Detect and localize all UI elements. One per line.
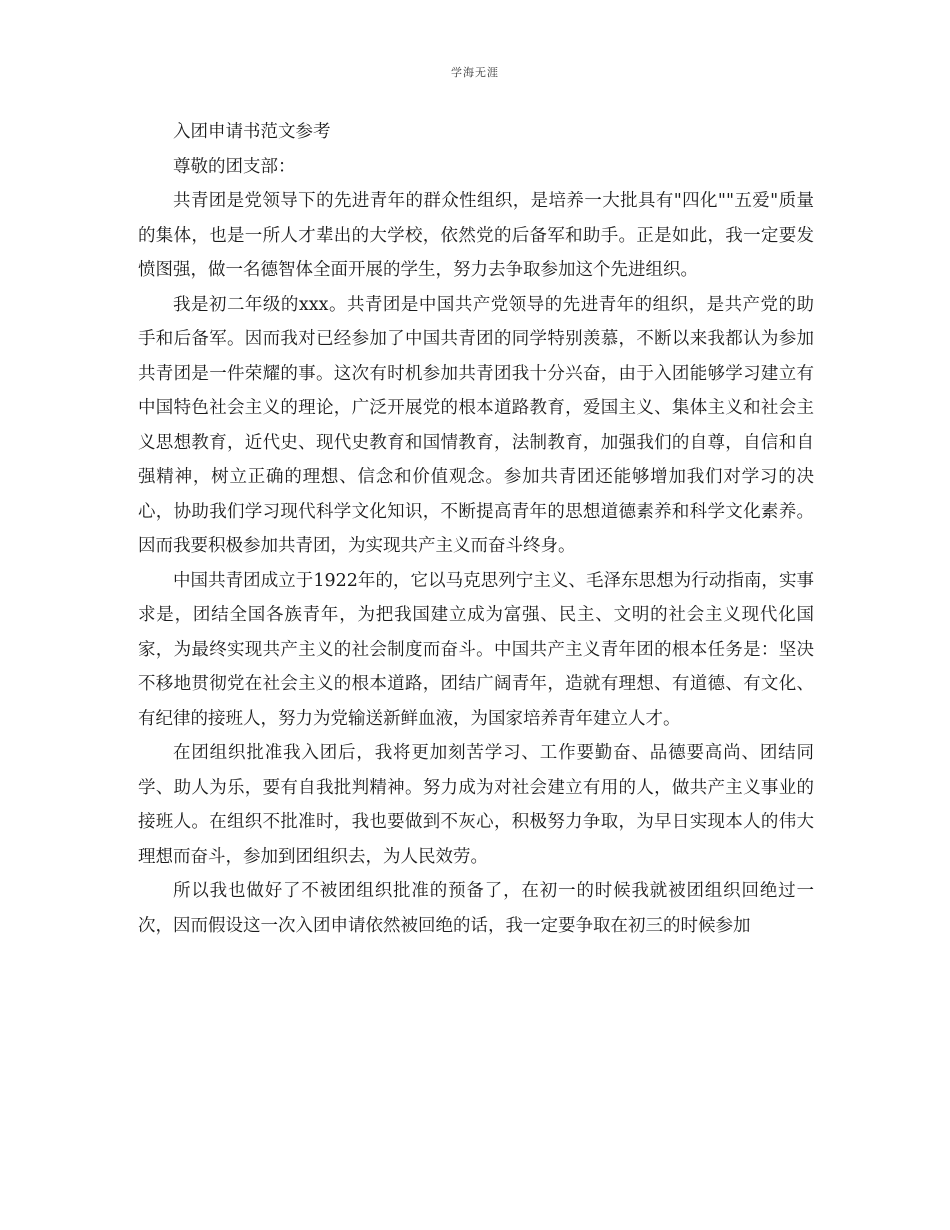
paragraph: 在团组织批准我入团后，我将更加刻苦学习、工作要勤奋、品德要高尚、团结同学、助人为乐，要有自我批判精神。努力成为对社会建立有用的人，做共产主义事业的接班人。在组织不批准时，我也要做到不灰心，积极努力争取，为早日实现本人的伟大理想而奋斗，参加到团组织去，为人民效劳。 — [138, 743, 814, 867]
salutation: 尊敬的团支部： — [173, 156, 296, 177]
paragraph: 中国共青团成立于1922年的，它以马克思列宁主义、毛泽东思想为行动指南，实事求是，团结全国各族青年，为把我国建立成为富强、民主、文明的社会主义现代化国家，为最终实现共产主义的社会制度而奋斗。中国共产主义青年团的根本任务是：坚决不移地贯彻党在社会主义的根本道路，团结广阔青年，造就有理想、有道德、有文化、有纪律的接班人，努力为党输送新鲜血液，为国家培养青年建立人才。 — [138, 570, 814, 729]
paragraph: 共青团是党领导下的先进青年的群众性组织，是培养一大批具有"四化""五爱"质量的集体，也是一所人才辈出的大学校，依然党的后备军和助手。正是如此，我一定要发愤图强，做一名德智体全面开展的学生，努力去争取参加这个先进组织。 — [138, 191, 814, 280]
paragraph: 所以我也做好了不被团组织批准的预备了，在初一的时候我就被团组织回绝过一次，因而假设这一次入团申请依然被回绝的话，我一定要争取在初三的时候参加 — [138, 881, 814, 936]
running-header: 学海无涯 — [451, 66, 499, 79]
paragraph: 我是初二年级的xxx。共青团是中国共产党领导的先进青年的组织，是共产党的助手和后备军。因而我对已经参加了中国共青团的同学特别羡慕，不断以来我都认为参加共青团是一件荣耀的事。这次有时机参加共青团我十分兴奋，由于入团能够学习建立有中国特色社会主义的理论，广泛开展党的根本道路教育，爱国主义、集体主义和社会主义思想教育，近代史、现代史教育和国情教育，法制教育，加强我们的自尊，自信和自强精神，树立正确的理想、信念和价值观念。参加共青团还能够增加我们对学习的决心，协助我们学习现代科学文化知识，不断提高青年的思想道德素养和科学文化素养。因而我要积极参加共青团，为实现共产主义而奋斗终身。 — [138, 294, 814, 556]
document-title: 入团申请书范文参考 — [173, 122, 331, 142]
document-body — [138, 115, 814, 943]
